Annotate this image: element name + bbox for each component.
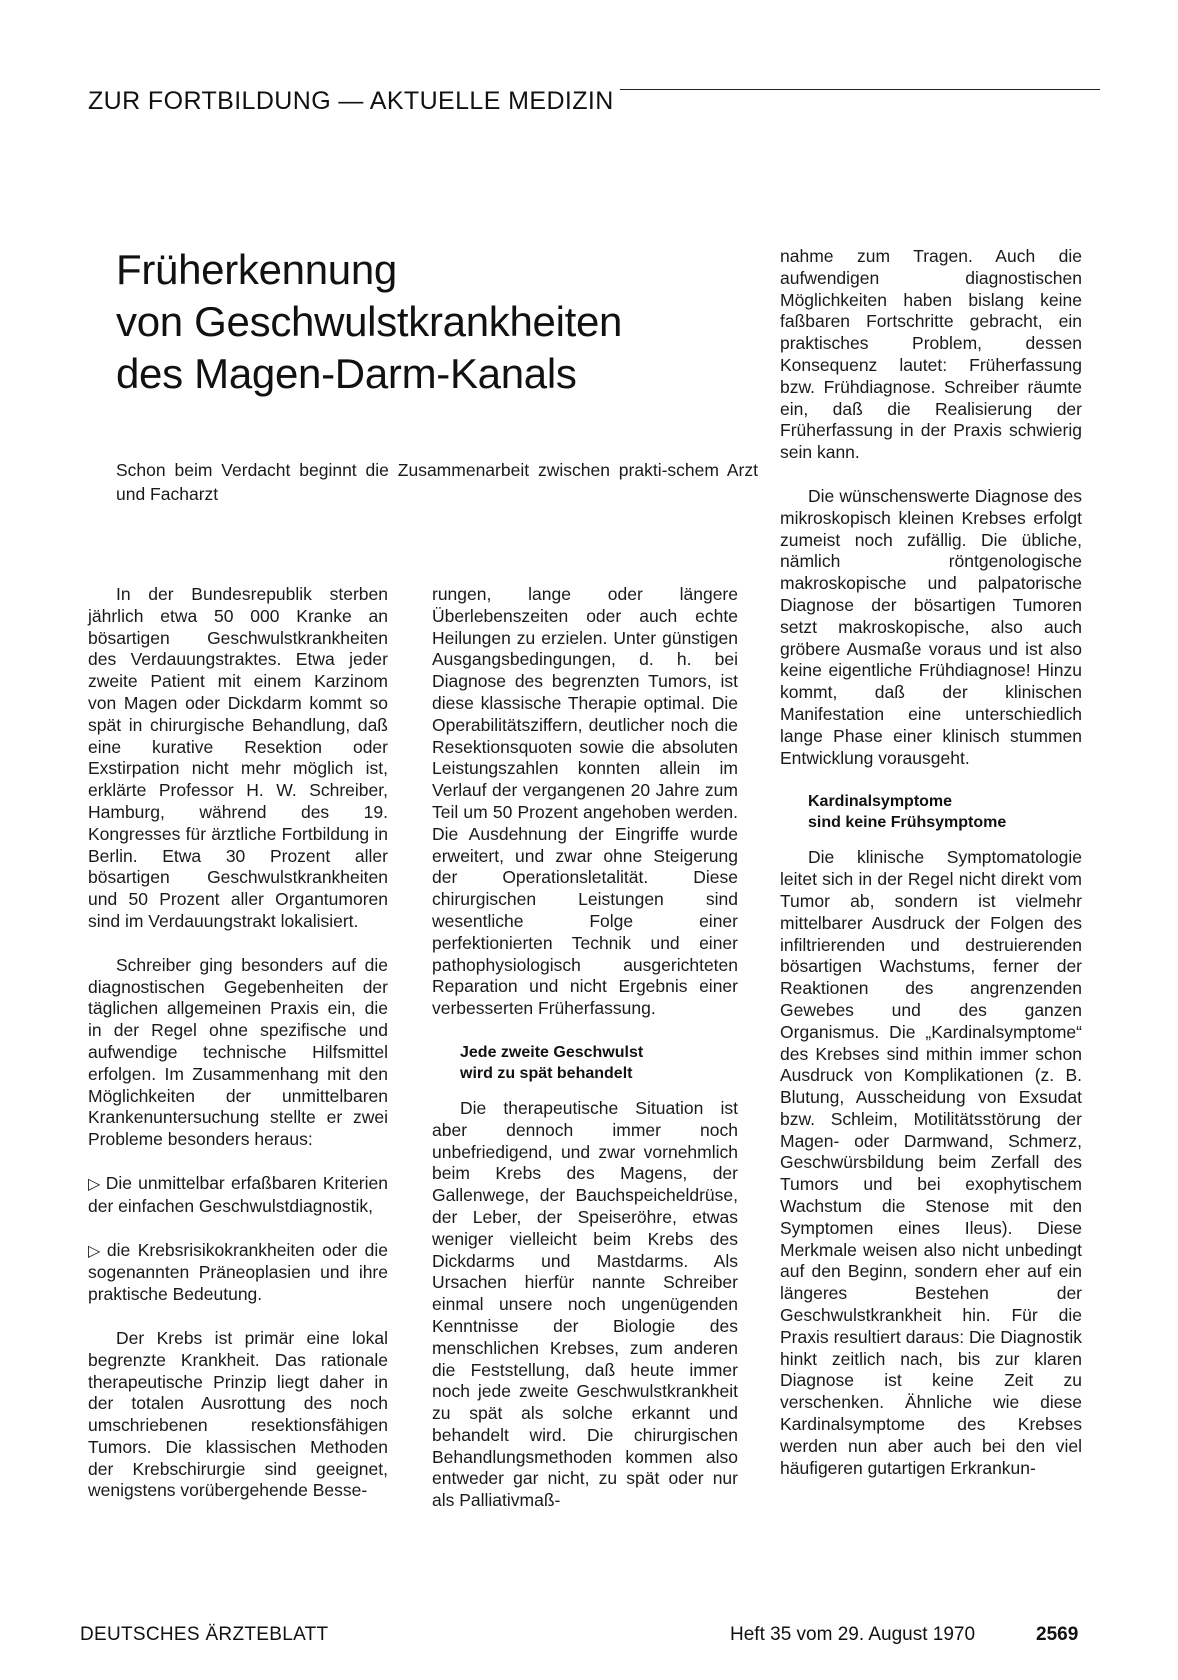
bullet-item: [88, 1173, 388, 1218]
text-column-2: [432, 584, 738, 1534]
heading-line: sind keine Frühsymptome: [808, 814, 1007, 832]
paragraph: Schreiber ging besonders auf die diagnostischen Gegebenheiten der täglichen allgemeinen Praxis ein, die in der Regel ohne spezifische und aufwendige technische Hilfsmittel erfolgen. Im Zusammenhang mit den Möglichkeiten der unmittelbaren Krankenuntersuchung stellte er zwei Probleme besonders heraus:: [88, 954, 388, 1150]
page-footer: [0, 1624, 1178, 1650]
issue-info: Heft 35 vom 29. August 1970: [730, 1624, 976, 1645]
triangle-bullet-icon: ▷: [88, 1175, 102, 1193]
paragraph: Die wünschenswerte Diagnose des mikroskopisch kleinen Krebses erfolgt zumeist noch zufällig. Die übliche, nämlich röntgenologische makroskopische und palpatorische Diagnose der bösartigen Tumoren setzt makroskopische, also auch gröbere Ausmaße voraus und ist also keine eigentliche Frühdiagnose! Hinzu kommt, daß der klinischen Manifestation eine unterschiedlich lange Phase einer klinisch stummen Entwicklung vorausgeht.: [780, 485, 1082, 768]
bullet-item: [88, 1240, 388, 1306]
journal-name: DEUTSCHES ÄRZTEBLATT: [80, 1624, 329, 1645]
section-heading: [460, 1042, 738, 1084]
triangle-bullet-icon: ▷: [88, 1242, 103, 1260]
title-line-2: von Geschwulstkrankheiten: [116, 298, 623, 345]
section-title: ZUR FORTBILDUNG — AKTUELLE MEDIZIN: [88, 86, 614, 115]
text-column-3: [780, 246, 1082, 1501]
article-subtitle: Schon beim Verdacht beginnt die Zusammenarbeit zwischen prakti-schem Arzt und Facharzt: [116, 460, 758, 504]
paragraph: In der Bundesrepublik sterben jährlich etwa 50 000 Kranke an bösartigen Geschwulstkrankheiten des Verdauungstraktes. Etwa jeder zweite Patient mit einem Karzinom von Magen oder Dickdarm kommt so spät in chirurgische Behandlung, daß eine kurative Resektion oder Exstirpation nicht mehr möglich ist, erklärte Professor H. W. Schreiber, Hamburg, während des 19. Kongresses für ärztliche Fortbildung in Berlin. Etwa 30 Prozent aller bösartigen Geschwulstkrankheiten und 50 Prozent aller Organtumoren sind im Verdauungstrakt lokalisiert.: [88, 584, 388, 931]
heading-line: Jede zweite Geschwulst: [460, 1043, 644, 1061]
title-line-1: Früherkennung: [116, 246, 397, 293]
header-rule: [620, 89, 1100, 90]
paragraph: Die klinische Symptomatologie leitet sich in der Regel nicht direkt vom Tumor ab, sondern ist vielmehr mittelbarer Ausdruck der Folgen des infiltrierenden und destruierenden bösartigen Wachstums, ferner der Reaktionen des angrenzenden Gewebes und des ganzen Organismus. Die „Kardinalsymptome“ des Krebses sind mithin immer schon Ausdruck von Komplikationen (z. B. Blutung, Ausscheidung von Exsudat bzw. Schleim, Motilitätsstörung der Magen- oder Darmwand, Schmerz, Geschwürsbildung beim Zerfall des Tumors und bei exophytischem Wachstum die Stenose mit den Symptomen eines Ileus). Diese Merkmale weisen also nicht unbedingt auf den Beginn, sondern eher auf ein längeres Bestehen der Geschwulstkrankheit hin. Für die Praxis resultiert daraus: Die Diagnostik hinkt zeitlich nach, bis zur klaren Diagnose ist keine Zeit zu verschenken. Ähnliche wie diese Kardinalsymptome des Krebses werden nun aber auch bei den viel häufigeren gutartigen Erkrankun-: [780, 847, 1082, 1478]
section-header: [88, 84, 1100, 118]
section-heading: [808, 791, 1082, 833]
text-column-1: [88, 584, 388, 1524]
bullet-text: die Krebsrisikokrankheiten oder die sogenannten Präneoplasien und ihre praktische Bedeutung.: [88, 1239, 388, 1305]
heading-line: Kardinalsymptome: [808, 793, 953, 811]
paragraph: Die therapeutische Situation ist aber dennoch immer noch unbefriedigend, und zwar vornehmlich beim Krebs des Magens, der Gallenwege, der Bauchspeicheldrüse, der Leber, der Speiseröhre, etwas weniger vielleicht beim Krebs des Dickdarms und Mastdarms. Als Ursachen hierfür nannte Schreiber einmal unsere noch ungenügenden Kenntnisse der Biologie des menschlichen Krebses, zum anderen die Feststellung, daß heute immer noch jede zweite Geschwulstkrankheit zu spät als solche erkannt und behandelt wird. Die chirurgischen Behandlungsmethoden kommen also entweder gar nicht, zu spät oder nur als Palliativmaß-: [432, 1097, 738, 1511]
page-number: 2569: [1036, 1624, 1079, 1645]
paragraph: rungen, lange oder längere Überlebenszeiten oder auch echte Heilungen zu erzielen. Unter günstigen Ausgangsbedingungen, d. h. bei Diagnose des begrenzten Tumors, ist diese klassische Therapie optimal. Die Operabilitätsziffern, deutlicher noch die Resektionsquoten sowie die absoluten Leistungszahlen konnten allein im Verlauf der vergangenen 20 Jahre zum Teil um 50 Prozent angehoben werden. Die Ausdehnung der Eingriffe wurde erweitert, und zwar ohne Steigerung der Operationsletalität. Diese chirurgischen Leistungen sind wesentliche Folge einer perfektionierten Technik und einer pathophysiologisch ausgerichteten Reparation und nicht Ergebnis einer verbesserten Früherfassung.: [432, 584, 738, 1019]
paragraph: nahme zum Tragen. Auch die aufwendigen diagnostischen Möglichkeiten haben bislang keine faßbaren Fortschritte gebracht, ein praktisches Problem, dessen Konsequenz lautet: Früherfassung bzw. Frühdiagnose. Schreiber räumte ein, daß die Realisierung der Früherfassung in der Praxis schwierig sein kann.: [780, 246, 1082, 463]
bullet-text: Die unmittelbar erfaßbaren Kriterien der einfachen Geschwulstdiagnostik,: [88, 1172, 388, 1216]
heading-line: wird zu spät behandelt: [460, 1064, 633, 1082]
paragraph: Der Krebs ist primär eine lokal begrenzte Krankheit. Das rationale therapeutische Prinzip liegt daher in der totalen Ausrottung des noch umschriebenen resektionsfähigen Tumors. Die klassischen Methoden der Krebschirurgie sind geeignet, wenigstens vorübergehende Besse-: [88, 1327, 388, 1501]
title-line-3: des Magen-Darm-Kanals: [116, 350, 577, 397]
article-title: [116, 244, 736, 400]
